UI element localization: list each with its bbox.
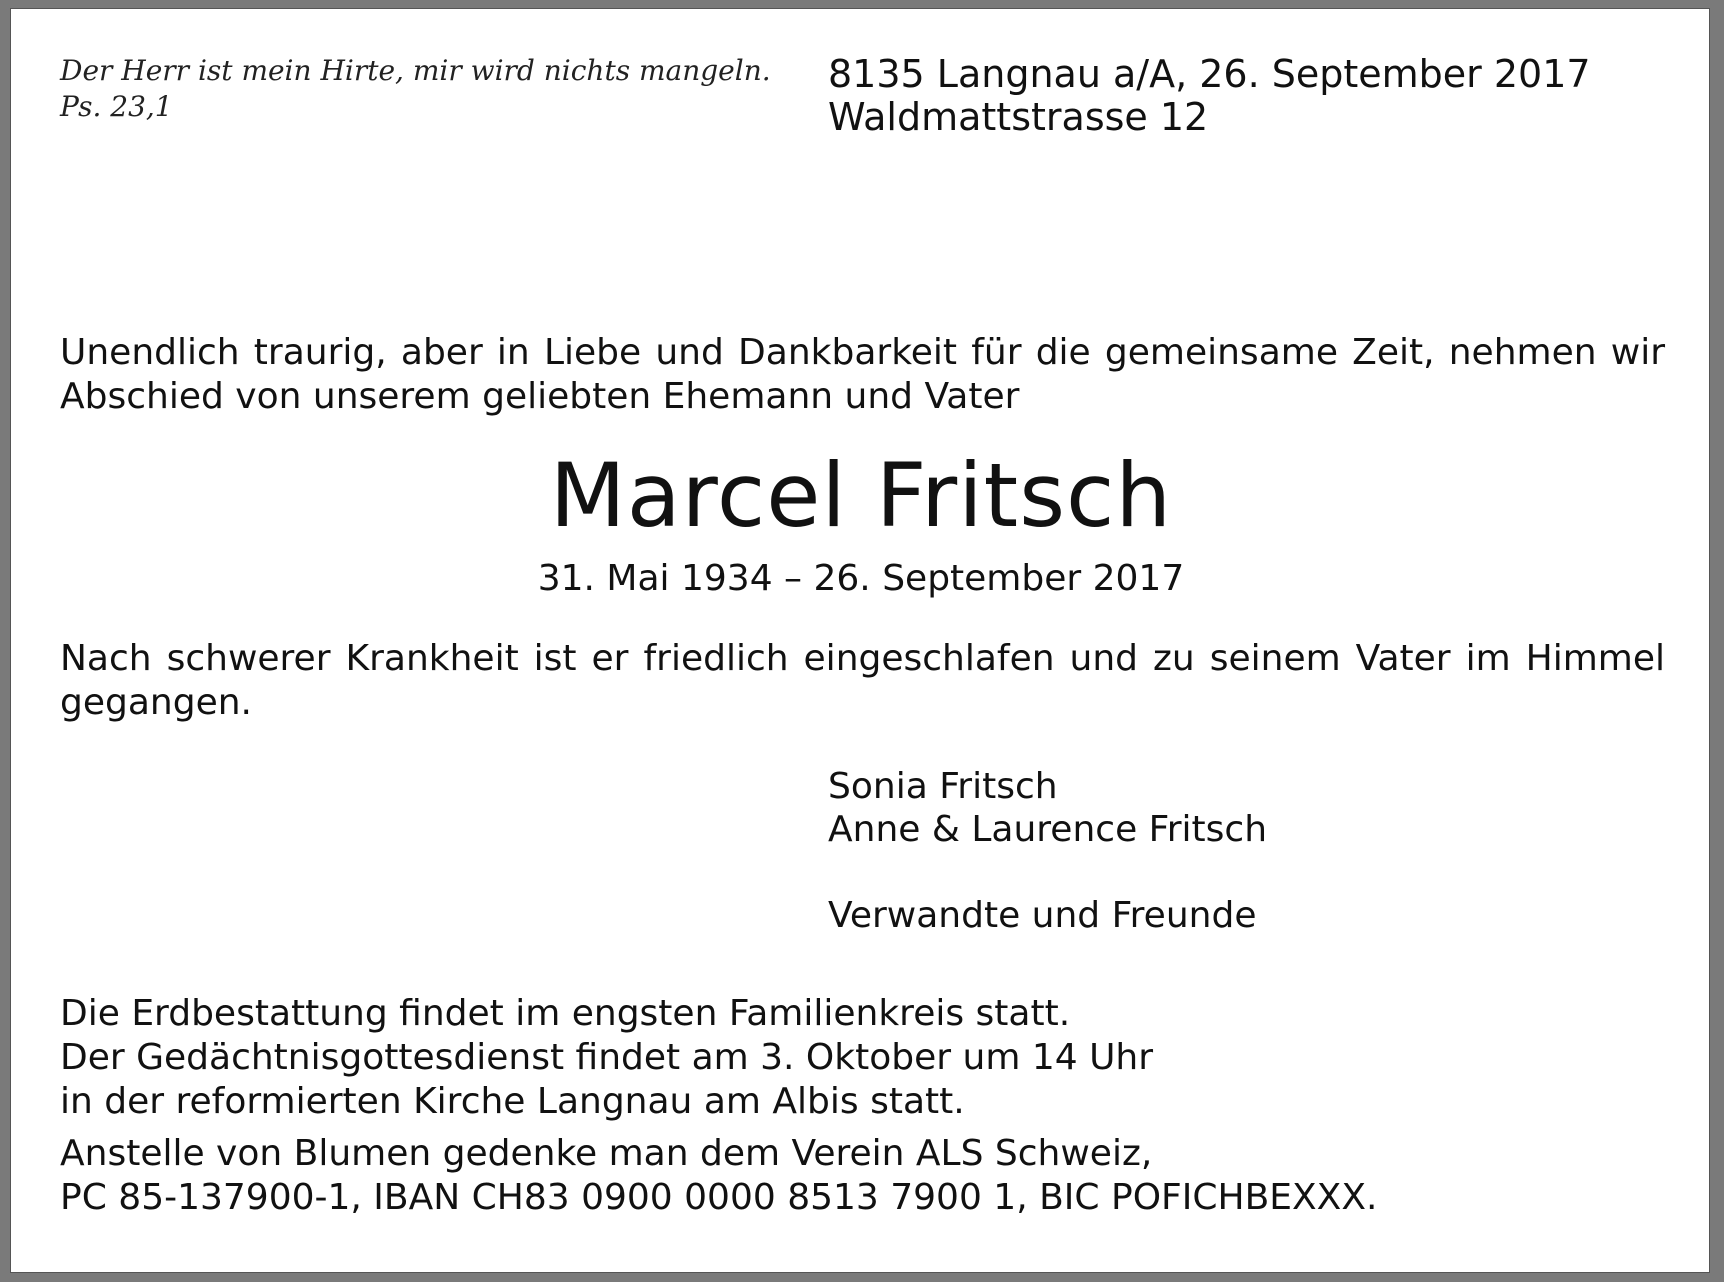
donation-line-2: PC 85-137900-1, IBAN CH83 0900 0000 8513 7900 1, BIC POFICHBEXXX.: [60, 1177, 1378, 1218]
donation-line-1: Anstelle von Blumen gedenke man dem Verein ALS Schweiz,: [60, 1133, 1153, 1174]
place-date: 8135 Langnau a/A, 26. September 2017: [828, 52, 1591, 96]
funeral-info: [60, 992, 1153, 1124]
funeral-line-2: Der Gedächtnisgottesdienst findet am 3. Oktober um 14 Uhr: [60, 1037, 1154, 1078]
donation-info: [60, 1132, 1377, 1220]
deceased-name: Marcel Fritsch: [549, 444, 1173, 547]
obituary-page: [10, 8, 1710, 1273]
verse-quote: Der Herr ist mein Hirte, mir wird nichts mangeln.: [60, 54, 771, 87]
intro-text: Unendlich traurig, aber in Liebe und Dankbarkeit für die gemeinsame Zeit, nehmen wir Abschied von unserem geliebten Ehemann und Vater: [60, 332, 1665, 417]
street-address: Waldmattstrasse 12: [828, 95, 1209, 139]
address-block: [828, 53, 1591, 139]
mourners-block: [828, 765, 1267, 937]
funeral-line-3: in der reformierten Kirche Langnau am Albis statt.: [60, 1081, 965, 1122]
mourner-children: Anne & Laurence Fritsch: [828, 809, 1268, 850]
funeral-line-1: Die Erdbestattung findet im engsten Familienkreis statt.: [60, 993, 1071, 1034]
passing-text: Nach schwerer Krankheit ist er friedlich eingeschlafen und zu seinem Vater im Himmel gegangen.: [60, 638, 1665, 723]
mourner-spouse: Sonia Fritsch: [828, 766, 1058, 807]
verse-reference: Ps. 23,1: [60, 90, 173, 123]
mourner-relatives: Verwandte und Freunde: [828, 895, 1257, 936]
bible-verse: [60, 53, 771, 125]
life-dates: 31. Mai 1934 – 26. September 2017: [537, 558, 1185, 599]
